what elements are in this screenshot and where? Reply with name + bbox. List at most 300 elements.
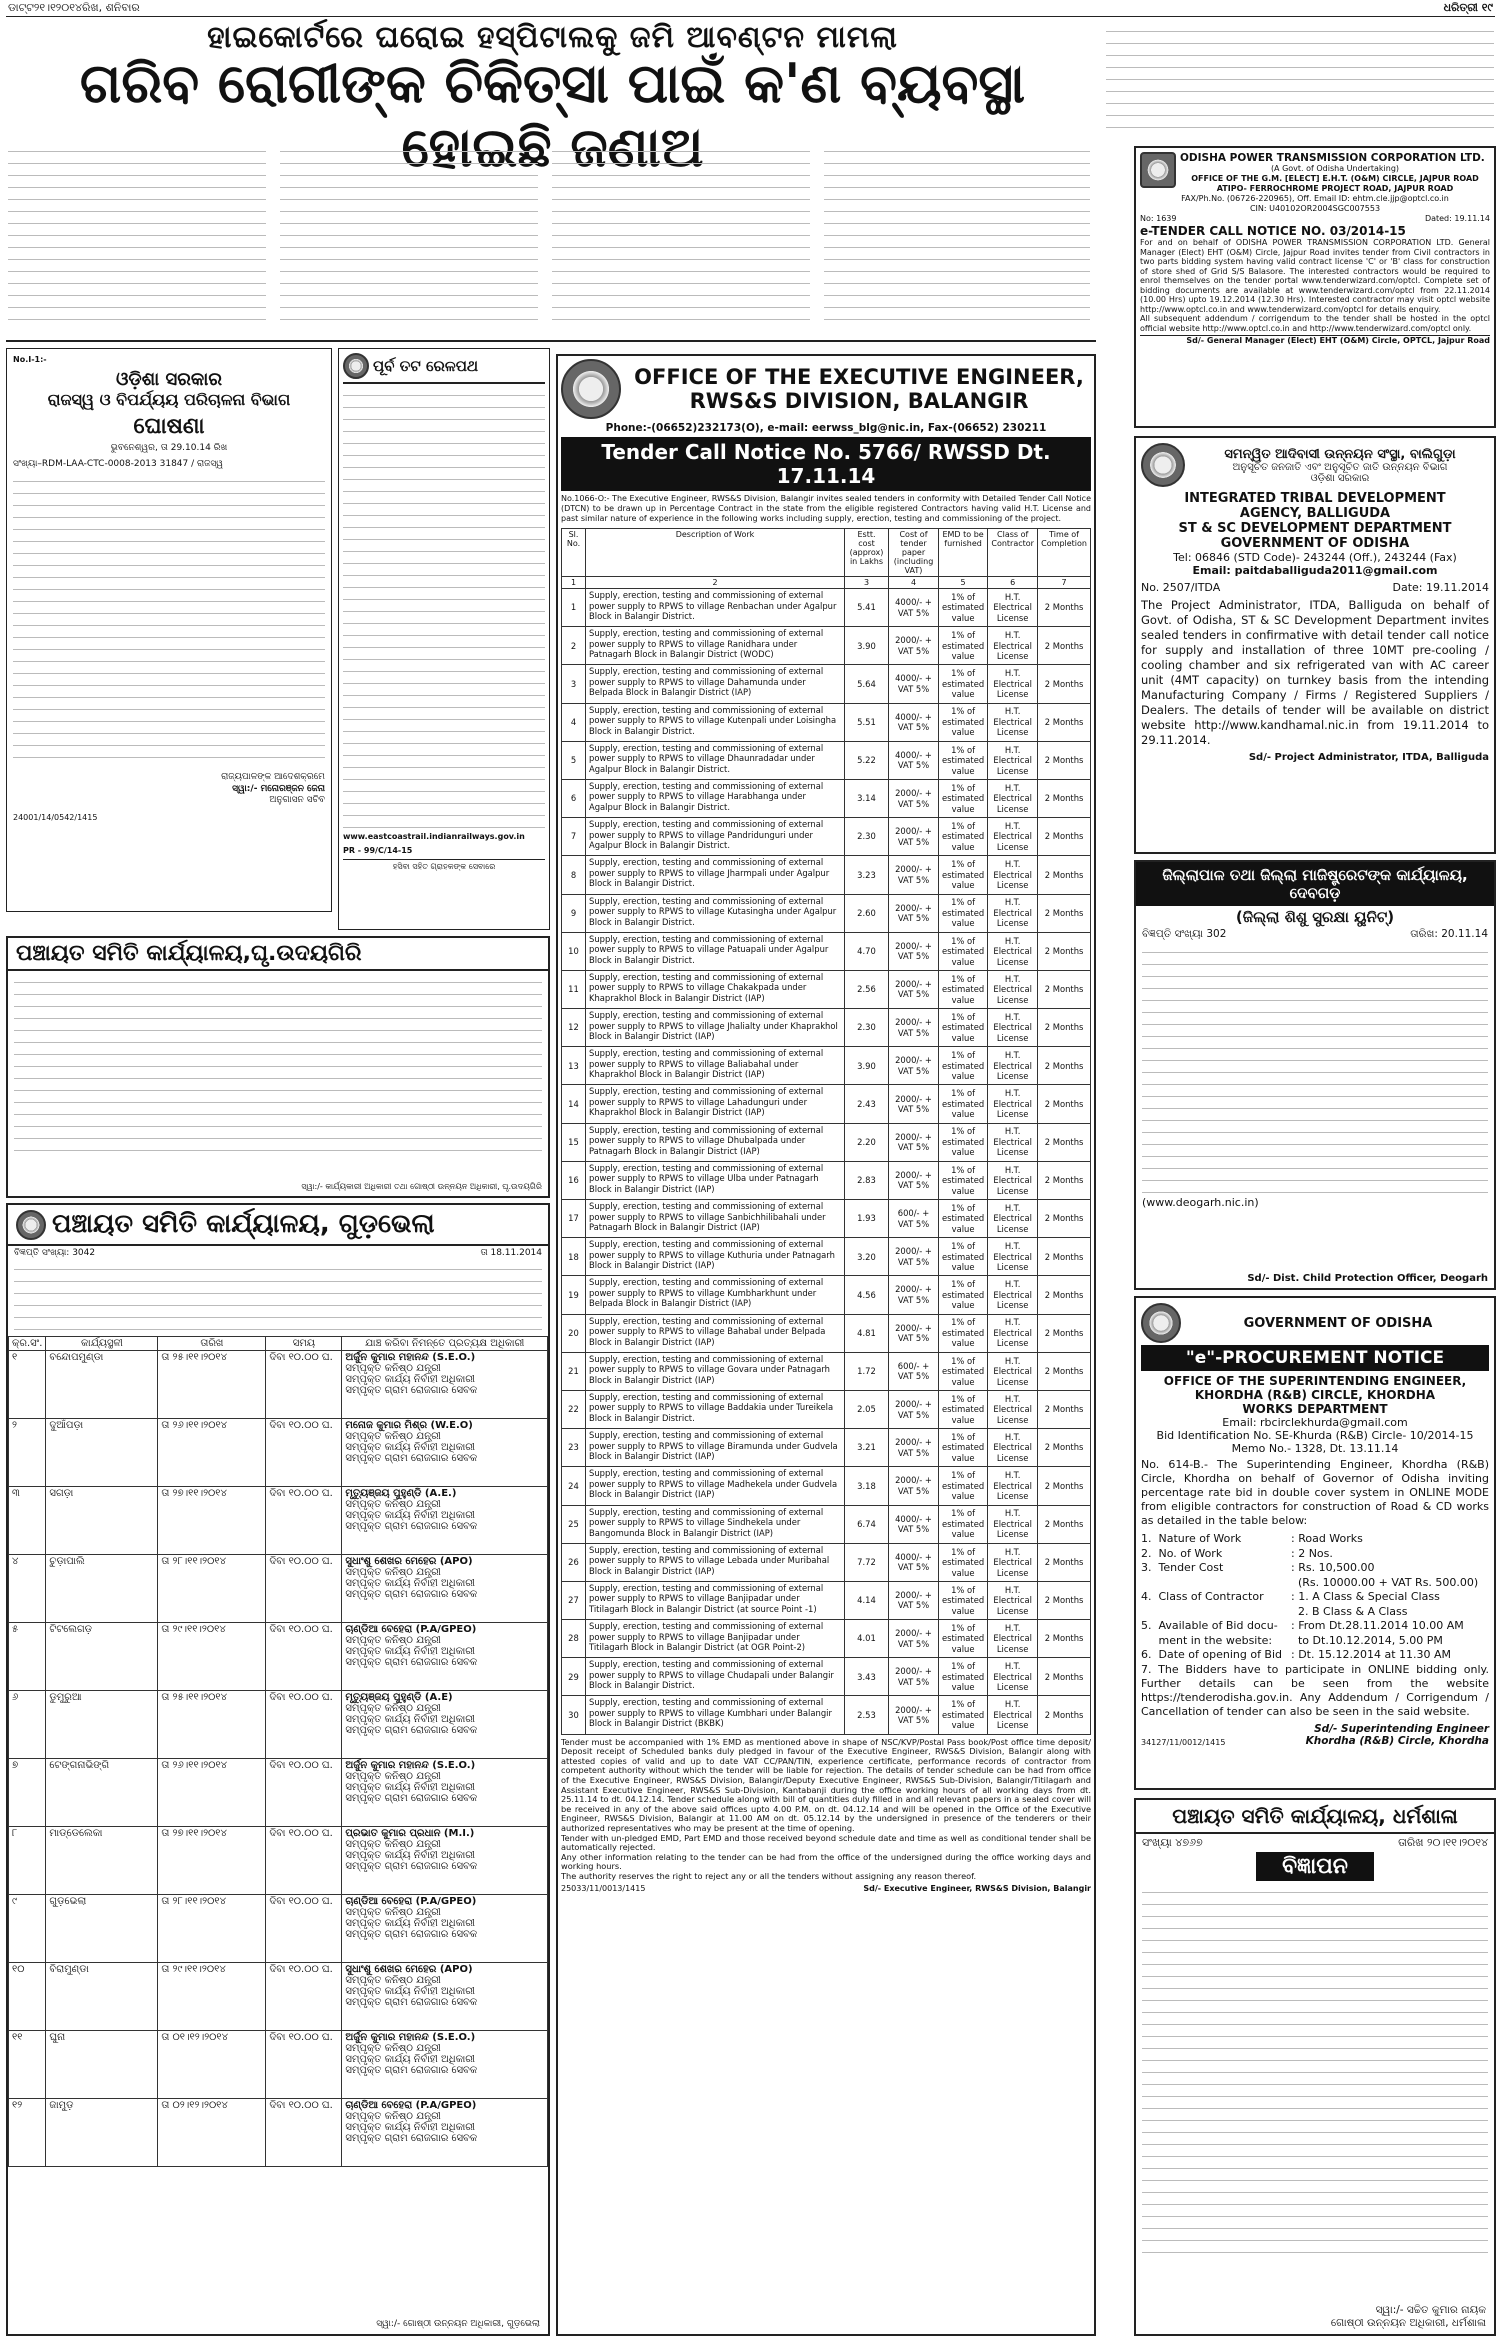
rwss-col-header: Description of Work bbox=[586, 529, 845, 577]
table-cell: ଦିବା ୧୦.୦୦ ଘ. bbox=[266, 1962, 342, 2030]
table-cell: ତା ୦୧।୧୨।୨୦୧୪ bbox=[158, 2030, 266, 2098]
table-cell: 2000/- + VAT 5% bbox=[889, 1314, 939, 1352]
table-cell: 1% of estimated value bbox=[939, 1314, 988, 1352]
rwss-col-number: 3 bbox=[845, 577, 889, 589]
article-column-3 bbox=[552, 140, 810, 340]
table-cell: 2.56 bbox=[845, 970, 889, 1008]
officer-sub: ସମ୍ପୃକ୍ତ କାର୍ଯ୍ୟ ନିର୍ବାହୀ ଅଧିକାରୀ bbox=[345, 1781, 476, 1793]
table-cell: 2 Months bbox=[1038, 1047, 1091, 1085]
table-cell: 2.30 bbox=[845, 818, 889, 856]
table-cell: Supply, erection, testing and commissioning of external power supply to RPWS to village Sindhekela under Bangomunda Block in Balangir District (IAP) bbox=[586, 1505, 845, 1543]
officer-name: ସୁଧାଂଶୁ ଶେଖର ମେହେର (APO) bbox=[345, 1555, 473, 1567]
gudvela-table bbox=[8, 1336, 548, 2167]
table-cell: 4.81 bbox=[845, 1314, 889, 1352]
deogarh-title: ଜିଲ୍ଲାପାଳ ତଥା ଜିଲ୍ଲା ମାଜିଷ୍ଟ୍ରେଟଙ୍କ କାର୍ଯ୍ୟାଳୟ, ଦେବଗଡ଼ bbox=[1136, 862, 1494, 906]
table-cell: 1% of estimated value bbox=[939, 779, 988, 817]
table-cell: H.T. Electrical License bbox=[988, 1696, 1038, 1734]
table-cell: 6 bbox=[562, 779, 586, 817]
officer-sub: ସମ୍ପୃକ୍ତ କନିଷ୍ଠ ଯନ୍ତ୍ରୀ bbox=[345, 1702, 441, 1714]
table-cell: 5.22 bbox=[845, 741, 889, 779]
ghosana-body bbox=[13, 476, 325, 758]
table-cell: 3.43 bbox=[845, 1658, 889, 1696]
table-cell: 1% of estimated value bbox=[939, 894, 988, 932]
table-cell: 1% of estimated value bbox=[939, 1658, 988, 1696]
table-row bbox=[562, 1467, 1091, 1505]
table-cell: ୫ bbox=[9, 1622, 46, 1690]
rwss-title-2: RWS&S DIVISION, BALANGIR bbox=[689, 389, 1029, 413]
table-cell: 2000/- + VAT 5% bbox=[889, 1238, 939, 1276]
optcl-sub: (A Govt. of Odisha Undertaking) bbox=[1270, 164, 1400, 173]
table-cell: 1% of estimated value bbox=[939, 1276, 988, 1314]
table-cell: 5.41 bbox=[845, 589, 889, 627]
item-key: ment in the website: bbox=[1141, 1633, 1273, 1647]
table-cell: 2 Months bbox=[1038, 703, 1091, 741]
table-cell: 2 Months bbox=[1038, 1467, 1091, 1505]
optcl-no: No: 1639 bbox=[1140, 214, 1177, 223]
table-row bbox=[9, 1486, 548, 1554]
list-item bbox=[1141, 1547, 1489, 1562]
ghosana-number: ସଂଖ୍ୟା–RDM-LAA-CTC-0008-2013 31847 / ରାଜସ୍ୱ bbox=[13, 458, 224, 469]
optcl-logo-icon bbox=[1140, 152, 1176, 188]
table-cell: 1.72 bbox=[845, 1352, 889, 1390]
railway-footer: PR - 99/C/14-15 bbox=[343, 846, 413, 855]
rwss-col-header: Time of Completion bbox=[1038, 529, 1091, 577]
table-cell: 2 Months bbox=[1038, 627, 1091, 665]
itda-title-odia: ସମନ୍ୱିତ ଆଦିବାସୀ ଉନ୍ନୟନ ସଂସ୍ଥା, ବାଲିଗୁଡ଼ା bbox=[1224, 446, 1456, 462]
table-cell: 2000/- + VAT 5% bbox=[889, 1581, 939, 1619]
table-cell: 10 bbox=[562, 932, 586, 970]
table-cell: 2 Months bbox=[1038, 1238, 1091, 1276]
table-row bbox=[562, 779, 1091, 817]
officer-sub: ସମ୍ପୃକ୍ତ କାର୍ଯ୍ୟ ନିର୍ବାହୀ ଅଧିକାରୀ bbox=[345, 1577, 476, 1589]
item-key: 5. Available of Bid docu- bbox=[1141, 1619, 1278, 1632]
table-cell: 4000/- + VAT 5% bbox=[889, 665, 939, 703]
table-cell: Supply, erection, testing and commissioning of external power supply to RPWS to village Chudapali under Balangir Block in Balangir District. bbox=[586, 1658, 845, 1696]
officer-sub: ସମ୍ପୃକ୍ତ କନିଷ୍ଠ ଯନ୍ତ୍ରୀ bbox=[345, 1566, 441, 1578]
itda-emblem-icon bbox=[1141, 443, 1185, 487]
odisha-emblem-icon bbox=[561, 359, 621, 419]
table-cell: 2 Months bbox=[1038, 970, 1091, 1008]
table-cell: H.T. Electrical License bbox=[988, 894, 1038, 932]
table-cell: ତା ୨୮।୧୧।୨୦୧୪ bbox=[158, 1554, 266, 1622]
officer-sub: ସମ୍ପୃକ୍ତ କାର୍ଯ୍ୟ ନିର୍ବାହୀ ଅଧିକାରୀ bbox=[345, 2121, 476, 2133]
officer-sub: ସମ୍ପୃକ୍ତ କାର୍ଯ୍ୟ ନିର୍ବାହୀ ଅଧିକାରୀ bbox=[345, 1373, 476, 1385]
officer-sub: ସମ୍ପୃକ୍ତ କନିଷ୍ଠ ଯନ୍ତ୍ରୀ bbox=[345, 2110, 441, 2122]
officer-sub: ସମ୍ପୃକ୍ତ କାର୍ଯ୍ୟ ନିର୍ବାହୀ ଅଧିକାରୀ bbox=[345, 1509, 476, 1521]
dharamshala-body bbox=[1136, 1887, 1494, 2253]
table-cell: 30 bbox=[562, 1696, 586, 1734]
rwss-col-header: Sl. No. bbox=[562, 529, 586, 577]
table-cell: 27 bbox=[562, 1581, 586, 1619]
table-row bbox=[9, 2098, 548, 2166]
table-cell: 4000/- + VAT 5% bbox=[889, 741, 939, 779]
table-cell: 3.21 bbox=[845, 1429, 889, 1467]
table-cell: 1% of estimated value bbox=[939, 1047, 988, 1085]
header-date: ଡାଟ୍ଟ୨୧।୧୨୦୧୪ରିଖ, ଶନିବାର bbox=[8, 1, 140, 14]
rwss-footer-sign: Sd/- Executive Engineer, RWS&S Division, Balangir bbox=[863, 1883, 1091, 1893]
table-cell: 2000/- + VAT 5% bbox=[889, 894, 939, 932]
item-value: : 1. A Class & Special Class bbox=[1291, 1590, 1440, 1603]
officer-name: ମନୋଜ କୁମାର ମିଶ୍ର (W.E.O) bbox=[345, 1419, 473, 1431]
officer-sub: ସମ୍ପୃକ୍ତ ଗ୍ରାମ ରୋଜଗାର ସେବକ bbox=[345, 1452, 478, 1464]
khordha-office-2: KHORDHA (R&B) CIRCLE, KHORDHA bbox=[1194, 1388, 1436, 1402]
khordha-email: Email: rbcirclekhurda@gmail.com bbox=[1222, 1416, 1408, 1429]
table-cell: 2 Months bbox=[1038, 1276, 1091, 1314]
table-cell: 1% of estimated value bbox=[939, 1429, 988, 1467]
table-cell: Supply, erection, testing and commissioning of external power supply to RPWS to village Kutenpali under Loisingha Block in Balangir District. bbox=[586, 703, 845, 741]
table-cell: 1% of estimated value bbox=[939, 1085, 988, 1123]
table-cell: 2000/- + VAT 5% bbox=[889, 779, 939, 817]
officer-sub: ସମ୍ପୃକ୍ତ ଗ୍ରାମ ରୋଜଗାର ସେବକ bbox=[345, 1792, 478, 1804]
gudvela-title: ପଞ୍ଚାୟତ ସମିତି କାର୍ଯ୍ୟାଳୟ, ଗୁଡ଼ଭେଲା bbox=[52, 1209, 435, 1239]
table-cell: 4.56 bbox=[845, 1276, 889, 1314]
table-cell: H.T. Electrical License bbox=[988, 1009, 1038, 1047]
table-cell: 1% of estimated value bbox=[939, 856, 988, 894]
optcl-body: For and on behalf of ODISHA POWER TRANSMISSION CORPORATION LTD. General Manager (Elect) EHT (O&M) Circle, Jajpur Road invites tender from Civil contractors in two parts bidding system having valid contract license 'C' or 'B' class for construction of store shed of Grid S/S Balasore. The interested contractors would be required to enrol themselves on the tender portal www.tenderwizard.com/optcl. Complete set of bidding documents are available at www.tenderwizard.com/optcl from 22.11.2014 (10.00 Hrs) upto 19.12.2014 (12.30 Hrs). Interested contractor may visit optcl website http://www.optcl.co.in and www.tenderwizard.com/optcl for details enquiry. bbox=[1140, 238, 1490, 314]
table-cell: 26 bbox=[562, 1543, 586, 1581]
table-row bbox=[562, 1390, 1091, 1428]
table-cell: Supply, erection, testing and commissioning of external power supply to RPWS to village Jhalialty under Khaprakhol Block in Balangir District (IAP) bbox=[586, 1009, 845, 1047]
table-cell: 2000/- + VAT 5% bbox=[889, 1123, 939, 1161]
table-cell: ୯ bbox=[9, 1894, 46, 1962]
table-cell: 1% of estimated value bbox=[939, 1200, 988, 1238]
table-row bbox=[9, 1962, 548, 2030]
officer-sub: ସମ୍ପୃକ୍ତ ଗ୍ରାମ ରୋଜଗାର ସେବକ bbox=[345, 1724, 478, 1736]
table-row bbox=[562, 1047, 1091, 1085]
officer-sub: ସମ୍ପୃକ୍ତ ଗ୍ରାମ ରୋଜଗାର ସେବକ bbox=[345, 2064, 478, 2076]
officer-sub: ସମ୍ପୃକ୍ତ କାର୍ଯ୍ୟ ନିର୍ବାହୀ ଅଧିକାରୀ bbox=[345, 2053, 476, 2065]
table-cell: 5 bbox=[562, 741, 586, 779]
table-row bbox=[562, 741, 1091, 779]
rwss-col-header: Estt. cost (approx) in Lakhs bbox=[845, 529, 889, 577]
table-cell: 1% of estimated value bbox=[939, 665, 988, 703]
railway-body bbox=[343, 390, 545, 828]
item-key: 3. Tender Cost bbox=[1141, 1561, 1224, 1574]
table-cell: 2 Months bbox=[1038, 1581, 1091, 1619]
table-cell: 1% of estimated value bbox=[939, 1696, 988, 1734]
table-row bbox=[562, 1696, 1091, 1734]
officer-name: ସୁଧାଂଶୁ ଶେଖର ମେହେର (APO) bbox=[345, 1963, 473, 1975]
table-row bbox=[9, 2030, 548, 2098]
optcl-notice bbox=[1134, 146, 1496, 428]
rwss-col-number: 4 bbox=[889, 577, 939, 589]
table-cell: ଦିବା ୧୦.୦୦ ଘ. bbox=[266, 1690, 342, 1758]
table-row bbox=[562, 894, 1091, 932]
table-row bbox=[9, 1622, 548, 1690]
table-cell: Supply, erection, testing and commissioning of external power supply to RPWS to village Ulba under Patnagarh Block in Balangir District (IAP) bbox=[586, 1161, 845, 1199]
officer-sub: ସମ୍ପୃକ୍ତ କାର୍ଯ୍ୟ ନିର୍ବାହୀ ଅଧିକାରୀ bbox=[345, 1713, 476, 1725]
ghosana-ref: No.I-1:- bbox=[13, 355, 47, 364]
table-cell: H.T. Electrical License bbox=[988, 1505, 1038, 1543]
table-cell: ତା ୨୭।୧୧।୨୦୧୪ bbox=[158, 1826, 266, 1894]
itda-title-2: AGENCY, BALLIGUDA bbox=[1239, 506, 1391, 521]
table-row bbox=[562, 703, 1091, 741]
table-cell: Supply, erection, testing and commissioning of external power supply to RPWS to village Dahamunda under Belpada Block in Balangir District (IAP) bbox=[586, 665, 845, 703]
table-cell: 3.23 bbox=[845, 856, 889, 894]
table-cell: 4000/- + VAT 5% bbox=[889, 1543, 939, 1581]
table-cell: Supply, erection, testing and commissioning of external power supply to RPWS to village Kumbhari under Balangir Block in Balangir District (BKBK) bbox=[586, 1696, 845, 1734]
ghosana-footer: 24001/14/0542/1415 bbox=[13, 812, 98, 822]
table-cell: 1% of estimated value bbox=[939, 741, 988, 779]
table-cell: 2 Months bbox=[1038, 665, 1091, 703]
table-cell: 2 Months bbox=[1038, 818, 1091, 856]
table-cell: 2 Months bbox=[1038, 1696, 1091, 1734]
table-cell: ଦୁଆଁପଡ଼ା bbox=[46, 1418, 158, 1486]
officer-sub: ସମ୍ପୃକ୍ତ ଗ୍ରାମ ରୋଜଗାର ସେବକ bbox=[345, 1928, 478, 1940]
table-cell: ଦିବା ୧୦.୦୦ ଘ. bbox=[266, 2030, 342, 2098]
table-cell: Supply, erection, testing and commissioning of external power supply to RPWS to village Kumbharkhunt under Belpada Block in Balangir District (IAP) bbox=[586, 1276, 845, 1314]
table-cell: 1% of estimated value bbox=[939, 1352, 988, 1390]
table-cell bbox=[342, 1622, 548, 1690]
list-item bbox=[1141, 1619, 1489, 1634]
table-cell: 23 bbox=[562, 1429, 586, 1467]
table-cell: 1% of estimated value bbox=[939, 703, 988, 741]
table-cell: ତା ୨୫।୧୧।୨୦୧୪ bbox=[158, 1350, 266, 1418]
table-cell: Supply, erection, testing and commissioning of external power supply to RPWS to village Banjipadar under Titilagarh Block in Balangir District (at source Point -1) bbox=[586, 1581, 845, 1619]
table-cell: 1% of estimated value bbox=[939, 1543, 988, 1581]
table-cell: 2000/- + VAT 5% bbox=[889, 1276, 939, 1314]
table-cell: H.T. Electrical License bbox=[988, 665, 1038, 703]
item-value: : Dt. 15.12.2014 at 11.30 AM bbox=[1291, 1648, 1452, 1661]
table-cell: ବନ୍ଦୋପମୁଣ୍ଡା bbox=[46, 1350, 158, 1418]
item-value: : 2 Nos. bbox=[1291, 1546, 1333, 1560]
table-cell: H.T. Electrical License bbox=[988, 1658, 1038, 1696]
officer-sub: ସମ୍ପୃକ୍ତ କନିଷ୍ଠ ଯନ୍ତ୍ରୀ bbox=[345, 1430, 441, 1442]
rwss-table bbox=[561, 528, 1091, 1735]
table-cell: ୨ bbox=[9, 1418, 46, 1486]
table-cell: 21 bbox=[562, 1352, 586, 1390]
table-cell: H.T. Electrical License bbox=[988, 627, 1038, 665]
ghosana-sign: ରାଜ୍ୟପାଳଙ୍କ ଆଦେଶକ୍ରମେ bbox=[221, 772, 325, 782]
item-value: : Road Works bbox=[1291, 1532, 1363, 1545]
list-item bbox=[1141, 1532, 1489, 1547]
table-cell: 1% of estimated value bbox=[939, 970, 988, 1008]
table-cell: 7 bbox=[562, 818, 586, 856]
table-row bbox=[562, 1505, 1091, 1543]
officer-name: ପ୍ରଭାତ କୁମାର ପ୍ରଧାନ (M.I.) bbox=[345, 1827, 475, 1839]
table-cell: ଦିବା ୧୦.୦୦ ଘ. bbox=[266, 1418, 342, 1486]
table-cell: 2 Months bbox=[1038, 1314, 1091, 1352]
optcl-notice-title: e-TENDER CALL NOTICE NO. 03/2014-15 bbox=[1140, 224, 1406, 238]
table-row bbox=[9, 1350, 548, 1418]
itda-email: Email: paitdaballiguda2011@gmail.com bbox=[1192, 564, 1438, 577]
officer-sub: ସମ୍ପୃକ୍ତ କାର୍ଯ୍ୟ ନିର୍ବାହୀ ଅଧିକାରୀ bbox=[345, 1441, 476, 1453]
table-cell: H.T. Electrical License bbox=[988, 741, 1038, 779]
table-cell: 2 Months bbox=[1038, 1085, 1091, 1123]
officer-name: ଅର୍ଜୁନ କୁମାର ମହାନନ୍ଦ (S.E.O.) bbox=[345, 1351, 476, 1363]
table-cell: 18 bbox=[562, 1238, 586, 1276]
table-row bbox=[562, 1620, 1091, 1658]
table-cell: H.T. Electrical License bbox=[988, 1581, 1038, 1619]
table-cell: 1% of estimated value bbox=[939, 589, 988, 627]
table-cell bbox=[342, 1554, 548, 1622]
railway-tagline: ହସିବା ସହିତ ଗ୍ରାହକଙ୍କ ସେବାରେ bbox=[343, 859, 545, 872]
gudvela-notice bbox=[6, 1203, 550, 2336]
table-cell: 2000/- + VAT 5% bbox=[889, 818, 939, 856]
khordha-emblem-icon bbox=[1141, 1303, 1181, 1343]
table-cell: 2 Months bbox=[1038, 1123, 1091, 1161]
table-cell bbox=[342, 1962, 548, 2030]
table-cell: 4 bbox=[562, 703, 586, 741]
table-cell: Supply, erection, testing and commissioning of external power supply to RPWS to village Lahadunguri under Khaprakhol Block in Balangir District (IAP) bbox=[586, 1085, 845, 1123]
dharamshala-label: ବିଜ୍ଞାପନ bbox=[1256, 1852, 1374, 1881]
officer-sub: ସମ୍ପୃକ୍ତ କନିଷ୍ଠ ଯନ୍ତ୍ରୀ bbox=[345, 1974, 441, 1986]
table-cell: ଦିବା ୧୦.୦୦ ଘ. bbox=[266, 1554, 342, 1622]
table-row bbox=[9, 1418, 548, 1486]
officer-sub: ସମ୍ପୃକ୍ତ କନିଷ୍ଠ ଯନ୍ତ୍ରୀ bbox=[345, 1906, 441, 1918]
officer-sub: ସମ୍ପୃକ୍ତ ଗ୍ରାମ ରୋଜଗାର ସେବକ bbox=[345, 1656, 478, 1668]
table-cell: 2 Months bbox=[1038, 589, 1091, 627]
table-cell: 2000/- + VAT 5% bbox=[889, 1620, 939, 1658]
itda-body: The Project Administrator, ITDA, Balliguda on behalf of Govt. of Odisha, ST & SC Development Department invites sealed tenders in confirmative with detail tender call notice for supply and installation of three 10MT pre-cooling / cooling chamber and six refrigerated van with AC career unit (4MT capacity) on turnkey basis from the intending Manufacturing Company / Firms / Registered Suppliers / Dealers. The details of tender will be available on district website http://www.kandhamal.nic.in from 19.11.2014 to 29.11.2014. bbox=[1141, 598, 1489, 747]
table-cell: Supply, erection, testing and commissioning of external power supply to RPWS to village Banjipadar under Titilagarh Block in Balangir District (at OGR Point-2) bbox=[586, 1620, 845, 1658]
table-cell: 4000/- + VAT 5% bbox=[889, 589, 939, 627]
deogarh-body bbox=[1136, 947, 1494, 1193]
table-cell: 29 bbox=[562, 1658, 586, 1696]
table-cell: H.T. Electrical License bbox=[988, 1429, 1038, 1467]
list-item bbox=[1141, 1576, 1489, 1591]
dharamshala-sign-2: ଗୋଷ୍ଠୀ ଉନ୍ନୟନ ଅଧିକାରୀ, ଧର୍ମଶାଳା bbox=[1330, 2317, 1486, 2329]
table-cell: H.T. Electrical License bbox=[988, 1467, 1038, 1505]
table-cell: 9 bbox=[562, 894, 586, 932]
table-cell: 11 bbox=[562, 970, 586, 1008]
ghosana-title-3: ଘୋଷଣା bbox=[133, 414, 205, 439]
table-cell: Supply, erection, testing and commissioning of external power supply to RPWS to village Bahabal under Belpada Block in Balangir District (IAP) bbox=[586, 1314, 845, 1352]
rwss-footer-text-4: The authority reserves the right to reject any or all the tenders without assigning any reason thereof. bbox=[561, 1870, 977, 1881]
table-cell: 1% of estimated value bbox=[939, 1581, 988, 1619]
table-cell: ୧୨ bbox=[9, 2098, 46, 2166]
rwss-col-header: Cost of tender paper (including VAT) bbox=[889, 529, 939, 577]
deogarh-no: ବିଜ୍ଞପ୍ତି ସଂଖ୍ୟା 302 bbox=[1142, 928, 1227, 940]
table-cell: 3.18 bbox=[845, 1467, 889, 1505]
table-cell: 2000/- + VAT 5% bbox=[889, 627, 939, 665]
rwss-footer-text-2: Tender with un-pledged EMD, Part EMD and those received beyond schedule date and time as well as conditional tender shall be automatically rejected. bbox=[561, 1832, 1091, 1853]
table-cell: 4.70 bbox=[845, 932, 889, 970]
table-cell: 2 Months bbox=[1038, 1658, 1091, 1696]
table-row bbox=[562, 1314, 1091, 1352]
table-cell: 2 Months bbox=[1038, 1161, 1091, 1199]
table-cell: 2 Months bbox=[1038, 932, 1091, 970]
table-cell: 6.74 bbox=[845, 1505, 889, 1543]
officer-sub: ସମ୍ପୃକ୍ତ କନିଷ୍ଠ ଯନ୍ତ୍ରୀ bbox=[345, 2042, 441, 2054]
table-cell: 2000/- + VAT 5% bbox=[889, 1085, 939, 1123]
item-value: : Rs. 10,500.00 bbox=[1291, 1561, 1375, 1574]
ghosana-signer: ସ୍ୱା:/- ମନୋରଞ୍ଜନ ଜେନା bbox=[232, 783, 325, 794]
table-cell: 22 bbox=[562, 1390, 586, 1428]
table-cell: ତା ୨୮।୧୧।୨୦୧୪ bbox=[158, 1894, 266, 1962]
table-cell: 5.51 bbox=[845, 703, 889, 741]
table-cell: Supply, erection, testing and commissioning of external power supply to RPWS to village Jharmpali under Agalpur Block in Balangir District. bbox=[586, 856, 845, 894]
table-cell: Supply, erection, testing and commissioning of external power supply to RPWS to village Biramunda under Gudvela Block in Balangir District (IAP) bbox=[586, 1429, 845, 1467]
khordha-bid: Bid Identification No. SE-Khurda (R&B) Circle- 10/2014-15 bbox=[1156, 1429, 1474, 1442]
table-cell: 2000/- + VAT 5% bbox=[889, 1161, 939, 1199]
table-cell: H.T. Electrical License bbox=[988, 1390, 1038, 1428]
item-value: 2. B Class & A Class bbox=[1291, 1604, 1408, 1618]
table-cell: 2.05 bbox=[845, 1390, 889, 1428]
table-cell: 1% of estimated value bbox=[939, 1009, 988, 1047]
table-cell: ତା ୦୨।୧୨।୨୦୧୪ bbox=[158, 2098, 266, 2166]
khordha-office-1: OFFICE OF THE SUPERINTENDING ENGINEER, bbox=[1163, 1374, 1467, 1388]
table-cell: 1% of estimated value bbox=[939, 1123, 988, 1161]
table-cell: Supply, erection, testing and commissioning of external power supply to RPWS to village Govara under Patnagarh Block in Balangir District (IAP) bbox=[586, 1352, 845, 1390]
table-cell: H.T. Electrical License bbox=[988, 932, 1038, 970]
optcl-office: OFFICE OF THE G.M. [ELECT] E.H.T. (O&M) CIRCLE, JAJPUR ROAD bbox=[1191, 174, 1479, 183]
table-cell: H.T. Electrical License bbox=[988, 1047, 1038, 1085]
table-cell: Supply, erection, testing and commissioning of external power supply to RPWS to village Kutasingha under Agalpur Block in Balangir District. bbox=[586, 894, 845, 932]
table-cell: ଦିବା ୧୦.୦୦ ଘ. bbox=[266, 1758, 342, 1826]
table-cell: 2000/- + VAT 5% bbox=[889, 970, 939, 1008]
rwss-intro: No.1066-O:- The Executive Engineer, RWS&S Division, Balangir invites sealed tenders in conformity with Detailed Tender Call Notice (DTCN) to be drawn up in Percentage Contract in the state from the eligible registered Contractors having valid H.T. License and past similar nature of experience in the following works including supply, erection, testing and commissioning of the project. bbox=[561, 494, 1091, 523]
table-row bbox=[9, 1758, 548, 1826]
article-column-1 bbox=[8, 140, 266, 340]
table-cell: H.T. Electrical License bbox=[988, 1238, 1038, 1276]
table-cell: 1% of estimated value bbox=[939, 1620, 988, 1658]
table-cell: Supply, erection, testing and commissioning of external power supply to RPWS to village Madhekela under Gudvela Block in Balangir District (IAP) bbox=[586, 1467, 845, 1505]
table-cell: 3.90 bbox=[845, 1047, 889, 1085]
khordha-items bbox=[1141, 1532, 1489, 1663]
rwss-notice-banner: Tender Call Notice No. 5766/ RWSSD Dt. 17.11.14 bbox=[561, 437, 1091, 491]
page-header bbox=[0, 0, 1501, 16]
rwss-footer-id: 25033/11/0013/1415 bbox=[561, 1883, 646, 1893]
officer-sub: ସମ୍ପୃକ୍ତ ଗ୍ରାମ ରୋଜଗାର ସେବକ bbox=[345, 1996, 478, 2008]
table-cell: ମାଡ୍ଡେଲେକା bbox=[46, 1826, 158, 1894]
headline-kicker: ହାଇକୋର୍ଟରେ ଘରୋଇ ହସ୍ପିଟାଲକୁ ଜମି ଆବଣ୍ଟନ ମାମଲା bbox=[207, 20, 898, 55]
table-row bbox=[562, 665, 1091, 703]
table-cell bbox=[342, 1894, 548, 1962]
table-cell: 2000/- + VAT 5% bbox=[889, 932, 939, 970]
table-cell: 2 Months bbox=[1038, 1390, 1091, 1428]
table-cell: H.T. Electrical License bbox=[988, 703, 1038, 741]
list-item bbox=[1141, 1634, 1489, 1649]
table-cell: ତା ୨୬।୧୧।୨୦୧୪ bbox=[158, 1758, 266, 1826]
table-cell: ଦିବା ୧୦.୦୦ ଘ. bbox=[266, 1350, 342, 1418]
table-cell: 1% of estimated value bbox=[939, 1467, 988, 1505]
rwss-col-number: 5 bbox=[939, 577, 988, 589]
officer-name: ମୃତ୍ୟୁଞ୍ଜୟ ପୁହୁଣ୍ଡି (A.E.) bbox=[345, 1487, 457, 1499]
table-cell: 2 Months bbox=[1038, 779, 1091, 817]
table-cell: H.T. Electrical License bbox=[988, 779, 1038, 817]
officer-sub: ସମ୍ପୃକ୍ତ ଗ୍ରାମ ରୋଜଗାର ସେବକ bbox=[345, 1860, 478, 1872]
table-cell: H.T. Electrical License bbox=[988, 1161, 1038, 1199]
table-cell: 2.30 bbox=[845, 1009, 889, 1047]
table-row bbox=[562, 1085, 1091, 1123]
ghosana-title-1: ଓଡ଼ିଶା ସରକାର bbox=[116, 369, 222, 390]
officer-sub: ସମ୍ପୃକ୍ତ ଗ୍ରାମ ରୋଜଗାର ସେବକ bbox=[345, 1588, 478, 1600]
officer-sub: ସମ୍ପୃକ୍ତ ଗ୍ରାମ ରୋଜଗାର ସେବକ bbox=[345, 2132, 478, 2144]
itda-no: No. 2507/ITDA bbox=[1141, 581, 1221, 594]
table-cell: Supply, erection, testing and commissioning of external power supply to RPWS to village Harabhanga under Agalpur Block in Balangir District. bbox=[586, 779, 845, 817]
header-rule bbox=[6, 16, 1495, 17]
table-cell: 2000/- + VAT 5% bbox=[889, 1658, 939, 1696]
table-cell: 2000/- + VAT 5% bbox=[889, 1047, 939, 1085]
table-cell: ଚୁଡ଼ାପାଲି bbox=[46, 1554, 158, 1622]
table-cell: 4000/- + VAT 5% bbox=[889, 1505, 939, 1543]
officer-sub: ସମ୍ପୃକ୍ତ ଗ୍ରାମ ରୋଜଗାର ସେବକ bbox=[345, 1384, 478, 1396]
table-cell: 1% of estimated value bbox=[939, 627, 988, 665]
table-cell: 1 bbox=[562, 589, 586, 627]
optcl-note: All subsequent addendum / corrigendum to the tender shall be hosted in the optcl official website http://www.optcl.co.in and http://www.tenderwizard.com/optcl only. bbox=[1140, 314, 1490, 333]
headline-main: ଗରିବ ରୋଗୀଙ୍କ ଚିକିତ୍ସା ପାଇଁ କ'ଣ ବ୍ୟବସ୍ଥା ହୋଇଛି ଜଣାଅ bbox=[79, 52, 1026, 179]
table-cell bbox=[342, 1350, 548, 1418]
itda-title-4: GOVERNMENT OF ODISHA bbox=[1220, 536, 1410, 551]
table-cell: 24 bbox=[562, 1467, 586, 1505]
table-cell: 1% of estimated value bbox=[939, 1390, 988, 1428]
table-cell: Supply, erection, testing and commissioning of external power supply to RPWS to village Patuapali under Agalpur Block in Balangir District. bbox=[586, 932, 845, 970]
gudvela-col-header: କ୍ର.ସଂ. bbox=[9, 1336, 46, 1350]
table-cell: 2.53 bbox=[845, 1696, 889, 1734]
table-cell: 1% of estimated value bbox=[939, 932, 988, 970]
table-cell: 2.43 bbox=[845, 1085, 889, 1123]
